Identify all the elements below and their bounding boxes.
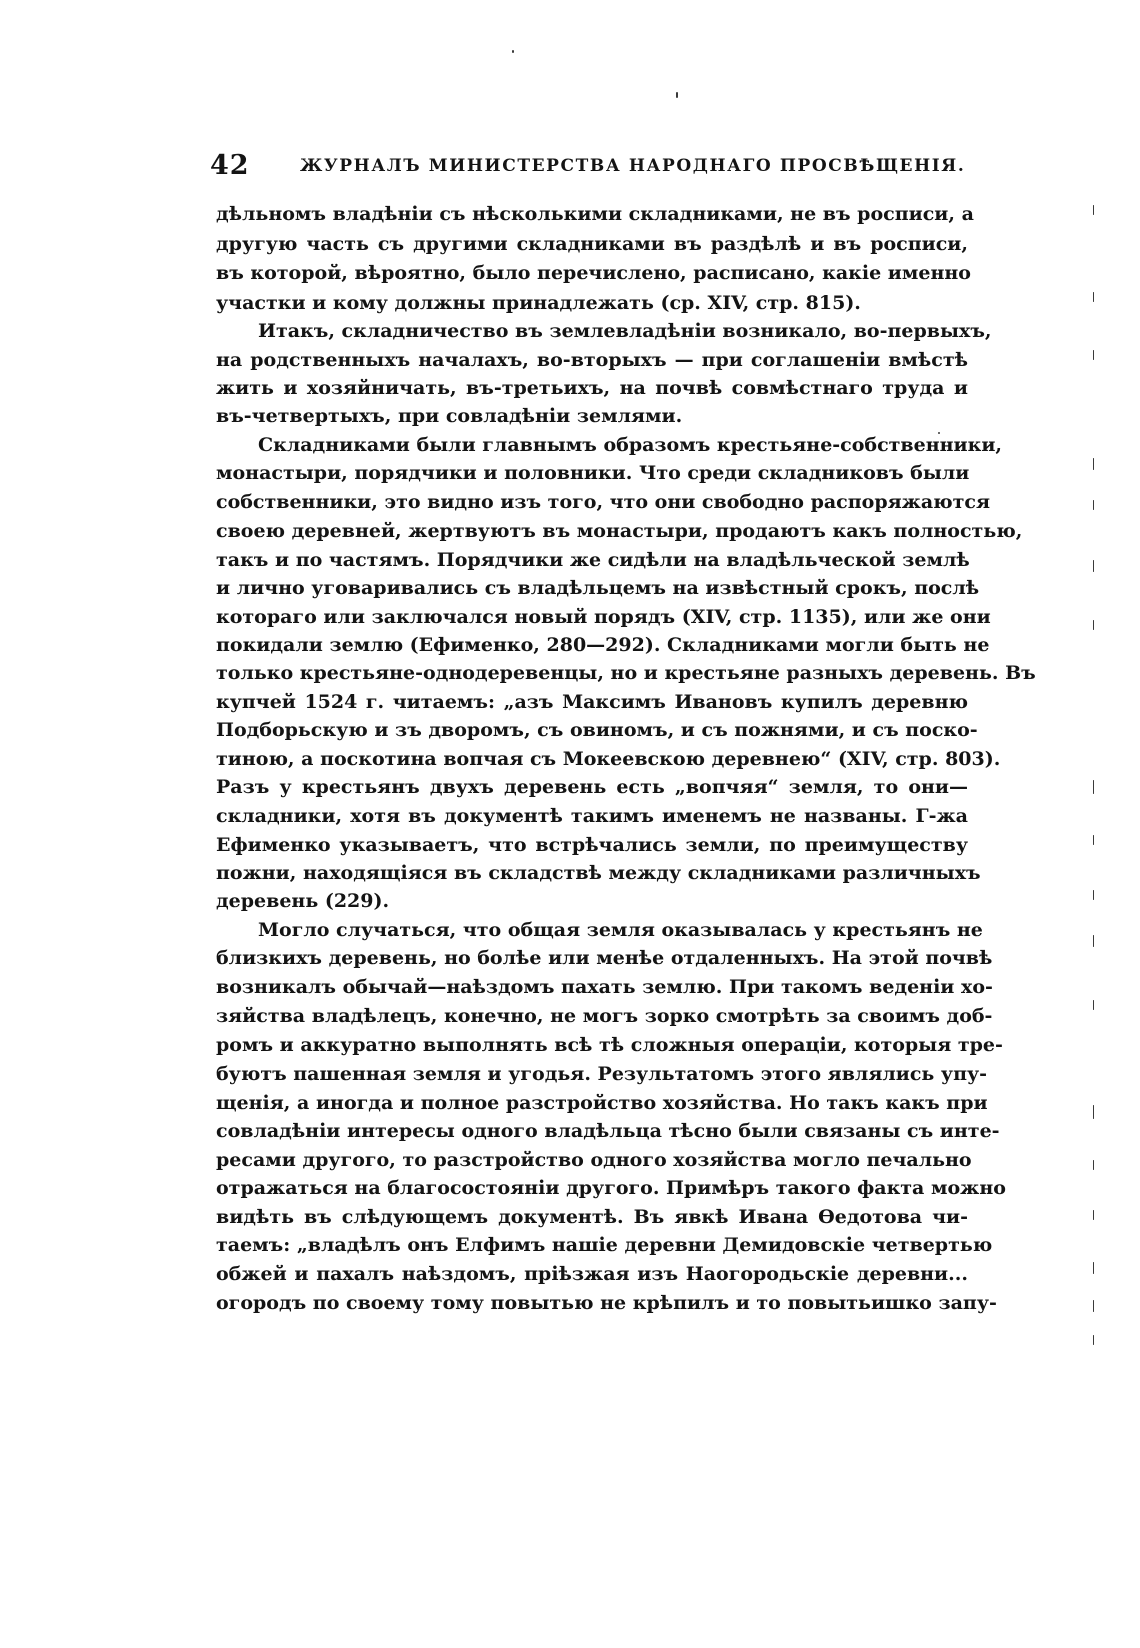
scan-speck	[1093, 935, 1094, 947]
text-line: въ которой, вѣроятно, было перечислено, расписано, какіе именно	[216, 262, 971, 284]
scan-speck	[1093, 1335, 1094, 1345]
text-line: совладѣніи интересы одного владѣльца тѣсно были связаны съ инте-	[216, 1120, 1000, 1142]
text-line: жить и хозяйничать, въ-третьихъ, на почвѣ совмѣстнаго труда и	[216, 377, 968, 399]
text-line: огородъ по своему тому повытью не крѣпилъ и то повытьишко запу-	[216, 1292, 997, 1314]
scan-speck	[1093, 500, 1094, 510]
text-line: котораго или заключался новый порядъ (XIV, стр. 1135), или же они	[216, 606, 991, 628]
text-line: деревень (229).	[216, 890, 390, 912]
text-line: Разъ у крестьянъ двухъ деревень есть „вопчяя“ земля, то они—	[216, 776, 968, 798]
text-line: тиною, а поскотина вопчая съ Мокеевскою деревнею“ (XIV, стр. 803).	[216, 748, 1001, 770]
scan-speck	[1093, 350, 1094, 360]
scan-speck	[1093, 1160, 1094, 1170]
text-line: складники, хотя въ документѣ такимъ именемъ не названы. Г-жа	[216, 805, 968, 827]
text-line: своею деревней, жертвуютъ въ монастыри, продаютъ какъ полностью,	[216, 520, 1023, 542]
page-header	[210, 150, 965, 190]
text-line: Ефименко указываетъ, что встрѣчались земли, по преимуществу	[216, 834, 968, 856]
scan-speck	[512, 50, 514, 53]
text-line: близкихъ деревень, но болѣе или менѣе отдаленныхъ. На этой почвѣ	[216, 947, 993, 969]
text-line: пожни, находящіяся въ складствѣ между складниками различныхъ	[216, 862, 981, 884]
text-line: видѣть въ слѣдующемъ документѣ. Въ явкѣ Ивана Ѳедотова чи-	[216, 1206, 968, 1228]
text-line: Итакъ, складничество въ землевладѣніи возникало, во-первыхъ,	[258, 320, 992, 342]
text-line: на родственныхъ началахъ, во-вторыхъ — при соглашеніи вмѣстѣ	[216, 349, 968, 371]
scan-speck	[1093, 458, 1094, 470]
text-line: Складниками были главнымъ образомъ крестьяне-собственники,	[258, 434, 1003, 456]
text-line: щенія, а иногда и полное разстройство хозяйства. Но такъ какъ при	[216, 1092, 988, 1114]
running-head: ЖУРНАЛЪ МИНИСТЕРСТВА НАРОДНАГО ПРОСВѢЩЕНІЯ.	[300, 156, 966, 176]
scan-speck	[676, 92, 678, 98]
scan-speck	[938, 432, 940, 434]
scan-speck	[1093, 205, 1094, 215]
scan-speck	[1093, 1262, 1094, 1274]
text-line: другую часть съ другими складниками въ раздѣлѣ и въ росписи,	[216, 233, 968, 255]
scan-speck	[1093, 780, 1094, 794]
text-line: такъ и по частямъ. Порядчики же сидѣли на владѣльческой землѣ	[216, 549, 970, 571]
text-line: зяйства владѣлецъ, конечно, не могъ зорко смотрѣть за своимъ доб-	[216, 1005, 993, 1027]
scan-speck	[1093, 292, 1094, 302]
text-line: дѣльномъ владѣніи съ нѣсколькими складниками, не въ росписи, а	[216, 203, 974, 225]
page-number: 42	[210, 150, 250, 181]
text-line: Подборьскую и зъ дворомъ, съ овиномъ, и съ пожнями, и съ поско-	[216, 719, 978, 741]
scan-speck	[1093, 1300, 1094, 1312]
scan-speck	[1093, 1210, 1094, 1220]
text-line: въ-четвертыхъ, при совладѣніи землями.	[216, 405, 683, 427]
text-line: собственники, это видно изъ того, что они свободно распоряжаются	[216, 491, 990, 513]
text-line: ромъ и аккуратно выполнять всѣ тѣ сложныя операціи, которыя тре-	[216, 1034, 1003, 1056]
text-line: участки и кому должны принадлежать (ср. XIV, стр. 815).	[216, 292, 861, 314]
scan-speck	[1093, 890, 1094, 900]
text-line: обжей и пахалъ наѣздомъ, пріѣзжая изъ Наогородьскіе деревни...	[216, 1263, 968, 1285]
scan-speck	[1093, 1105, 1094, 1119]
text-line: Могло случаться, что общая земля оказывалась у крестьянъ не	[258, 919, 983, 941]
scan-speck	[1093, 560, 1094, 572]
text-line: отражаться на благосостояніи другого. Примѣръ такого факта можно	[216, 1177, 1006, 1199]
text-line: буютъ пашенная земля и угодья. Результатомъ этого являлись упу-	[216, 1063, 988, 1085]
text-line: и лично уговаривались съ владѣльцемъ на извѣстный срокъ, послѣ	[216, 577, 980, 599]
text-line: монастыри, порядчики и половники. Что среди складниковъ были	[216, 462, 970, 484]
scan-speck	[1093, 620, 1094, 630]
text-line: возникалъ обычай—наѣздомъ пахать землю. При такомъ веденіи хо-	[216, 976, 993, 998]
scan-speck	[1093, 1000, 1094, 1010]
text-line: ресами другого, то разстройство одного хозяйства могло печально	[216, 1149, 972, 1171]
text-line: купчей 1524 г. читаемъ: „азъ Максимъ Ивановъ купилъ деревню	[216, 691, 968, 713]
scan-speck	[1093, 835, 1094, 845]
text-line: только крестьяне-однодеревенцы, но и крестьяне разныхъ деревень. Въ	[216, 662, 1036, 684]
text-line: покидали землю (Ефименко, 280—292). Складниками могли быть не	[216, 634, 990, 656]
text-line: таемъ: „владѣлъ онъ Елфимъ нашіе деревни Демидовскіе четвертью	[216, 1234, 993, 1256]
